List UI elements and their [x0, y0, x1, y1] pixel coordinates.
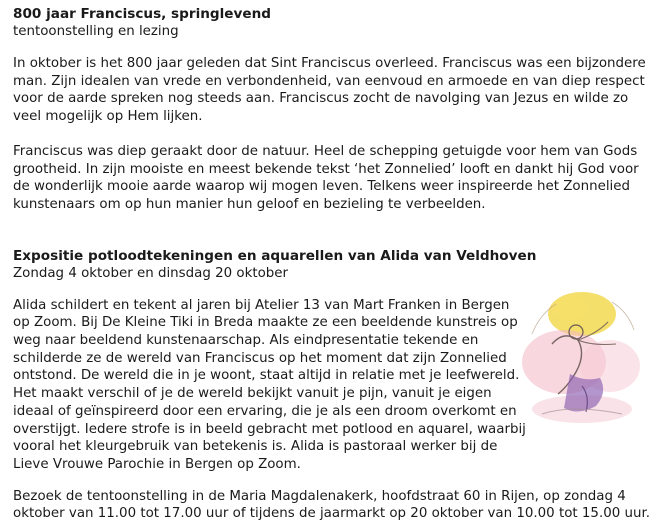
- watercolor-illustration: [512, 274, 658, 432]
- section1-paragraph-2: Franciscus was diep geraakt door de natuur. Heel de schepping getuigde voor hem van Gods grootheid. In zijn mooiste en meest bekende tekst ‘het Zonnelied’ looft en dankt hij God voor de wonderlijk mooie aarde waarop wij mogen leven. Telkens weer inspireerde het Zonnelied kunstenaars om op hun manier hun geloof en bezieling te verbeelden.: [13, 143, 639, 212]
- section1-subtitle: tentoonstelling en lezing: [13, 24, 179, 39]
- article: [13, 6, 658, 523]
- section1-paragraph-1: In oktober is het 800 jaar geleden dat Sint Franciscus overleed. Franciscus was een bijzondere man. Zijn idealen van vrede en verbondenheid, van eenvoud en armoede en van diep respect voor de aarde spreken nog steeds aan. Franciscus zocht de navolging van Jezus en wilde zo veel mogelijk op Hem lijken.: [13, 56, 646, 125]
- section2-paragraph-1: Alida schildert en tekent al jaren bij Atelier 13 van Mart Franken in Bergen op Zoom. Bij De Kleine Tiki in Breda maakte ze een beeldende kunstreis op weg naar beeldend kunstenaarschap. Als eindpresentatie tekende en schilderde ze de wereld van Franciscus op het moment dat zijn Zonnelied ontstond. De wereld die in je woont, staat altijd in relatie met je leefwereld. Het maakt verschil of je de wereld bekijkt vanuit je pijn, vanuit je eigen ideaal of geïnspireerd door een ervaring, die je als een droom overkomt en overstijgt. Iedere strofe is in beeld gebracht met potlood en aquarel, waarbij vooral het kleurgebruik van betekenis is. Alida is pastoraal werker bij de Lieve Vrouwe Parochie in Bergen op Zoom.: [13, 297, 526, 472]
- section2-dates: Zondag 4 oktober en dinsdag 20 oktober: [13, 265, 289, 281]
- section2-paragraph-2: Bezoek de tentoonstelling in de Maria Magdalenakerk, hoofdstraat 60 in Rijen, op zondag 4 oktober van 11.00 tot 17.00 uur of tijdens de jaarmarkt op 20 oktober van 10.00 tot 15.00 uur.: [13, 488, 651, 522]
- section2-title: Expositie potloodtekeningen en aquarellen van Alida van Veldhoven: [13, 247, 537, 264]
- section1-title: 800 jaar Franciscus, springlevend: [13, 6, 272, 22]
- watercolor-figure-icon: [512, 274, 658, 432]
